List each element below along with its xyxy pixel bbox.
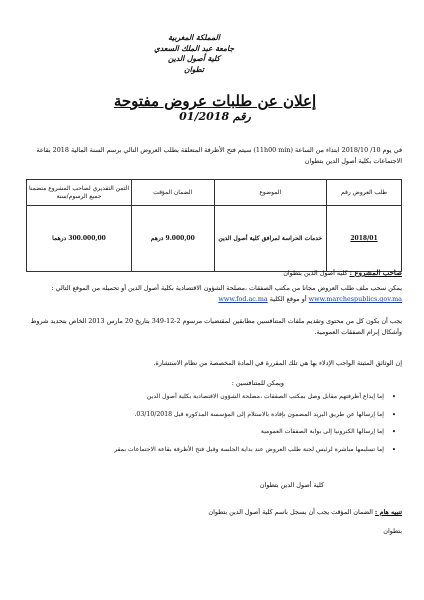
cell-estimate: 300.000,00 درهما — [27, 206, 132, 272]
important-note — [18, 507, 402, 518]
footer-city: بتطوان — [383, 527, 402, 535]
list-item — [26, 410, 396, 421]
table-row — [27, 206, 402, 272]
marchespublics-link[interactable]: www.marchespublics.gov.ma — [308, 295, 402, 303]
withdraw-paragraph — [18, 283, 402, 305]
list-item — [26, 445, 396, 456]
col-header-guarantee: الضمان المؤقت — [132, 180, 215, 206]
cell-subject: خدمات الحراسة لمرافق كلية أصول الدين — [214, 206, 327, 272]
kingdom-name: المملكة المغربية — [168, 33, 220, 42]
offers-table-header-row — [27, 180, 402, 206]
city-name: تطوان — [184, 64, 204, 74]
project-owner-value: كلية أصول الدين بتطوان — [283, 269, 348, 277]
faculty-site-link[interactable]: www.fod.ac.ma — [218, 295, 268, 303]
opening-paragraph: في يوم 10/ 2018/10 ابتداء من الساعة (11h00 min) سيتم فتح الأظرفة المتعلقة بطلب العروض التالي برسم السنة المالية 2018 بقاعة الاجتماعات بكلية أصول الدين بتطوان — [36, 146, 402, 165]
withdraw-text: يمكن سحب ملف طلب العروض مجانا من مكتب الصفقات ،مصلحة الشؤون الاقتصادية بكلية أصول الدين أو تحميله من الموقع التالي : — [51, 284, 402, 292]
cell-offer-number: 2018/01 — [327, 206, 402, 272]
offers-table — [26, 179, 402, 272]
bullet-icon: • — [391, 410, 396, 419]
method-text: إما تسليمها مباشرة لرئيس لجنة طلب العروض عند بداية الجلسة وقبل فتح الأظرفة بقاعة الاجتماعات بمقر — [114, 445, 384, 453]
content-rule-paragraph: يجب أن يكون كل من محتوى وتقديم ملفات المتنافسين مطابقين لمقتضيات مرسوم 2-12-349 بتاريخ 20 مارس 2013 الخاص بتحديد شروط وأشكال إبرام الصفقات العمومية. — [30, 317, 402, 336]
list-item — [26, 427, 396, 438]
announcement-number: رقم 01/2018 — [179, 110, 251, 123]
method-text: إما إيداع أظرفتهم مقابل وصل بمكتب الصفقات ،مصلحة الشؤون الاقتصادية بكلية أصول الدين — [146, 393, 384, 400]
announcement-title-block — [100, 92, 330, 124]
note-label: تنبيه هام : — [374, 508, 402, 516]
candidates-intro: ويمكن للمتنافسين : — [231, 379, 284, 387]
faculty-location: كلية أصول الدين بتطوان — [259, 481, 324, 489]
faculty-name: كلية أصول الدين — [167, 54, 221, 63]
withdraw-or-text: أو موقع الكلية — [269, 295, 307, 303]
documents-rule-paragraph: إن الوثائق المثبتة الواجب الإدلاء بها هي تلك المقررة في المادة المخصصة من نظام الاستشارة. — [153, 359, 402, 367]
university-name: جامعة عبد الملك السعدي — [153, 43, 235, 53]
project-owner-line — [18, 267, 402, 279]
col-header-subject: الموضوع — [214, 180, 327, 206]
list-item — [26, 392, 396, 403]
bullet-icon: • — [391, 393, 396, 401]
institution-header — [104, 33, 284, 75]
cell-guarantee: 9.000,00 درهم — [132, 206, 215, 272]
note-text: الضمان المؤقت يجب أن يسجل باسم كلية أصول الدين بتطوان — [208, 508, 373, 516]
col-header-estimate: الثمن التقديري لصاحب المشروع متضمنا جميع الرسوم/سنة — [27, 180, 132, 206]
project-owner-label: صاحب المشروع : — [349, 268, 402, 277]
col-header-number: طلب العروض رقم — [327, 180, 402, 206]
bullet-icon: • — [391, 428, 396, 436]
method-text: إما إرسالها عن طريق البريد المضمون بإفادة بالاستلام إلى المؤسسة المذكورة قبل 03/10/2018. — [134, 410, 384, 418]
method-text: إما إرسالها الكترونيا إلى بوابة الصفقات العمومية — [260, 428, 384, 435]
bullet-icon: • — [391, 445, 396, 454]
submission-methods-list — [26, 392, 396, 462]
announcement-title: إعلان عن طلبات عروض مفتوحة — [113, 92, 317, 110]
